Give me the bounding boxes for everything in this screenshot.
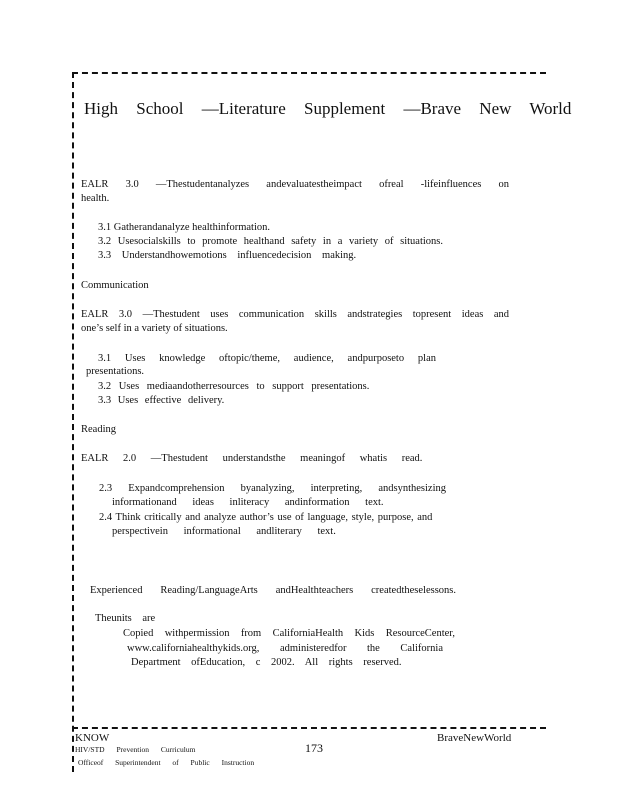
footer-office: Officeof Superintendent of Public Instruction	[78, 758, 255, 767]
ealr-2-line: EALR 2.0 —Thestudent understandsthe meaningof whatis read.	[81, 453, 423, 464]
page-number: 173	[305, 741, 323, 755]
reading-item-2-4-line2: perspectivein informational andliterary text.	[112, 526, 336, 537]
frame-top-border	[72, 72, 546, 74]
health-item-3-3: 3.3 Understandhowemotions influencedecision making.	[98, 250, 357, 261]
reading-item-2-3-line2: informationand ideas inliteracy andinformation text.	[112, 497, 384, 508]
comm-item-3-1-line1: 3.1 Uses knowledge oftopic/theme, audience, andpurposeto plan	[98, 353, 436, 364]
page-title: High School —Literature Supplement —Brave New World	[84, 99, 572, 118]
reading-item-2-4-line1: 2.4 Think critically and analyze author’s use of language, style, purpose, and	[99, 512, 433, 523]
health-item-3-2: 3.2 Usesocialskills to promote healthand safety in a variety of situations.	[98, 236, 444, 247]
footer-brave-new-world: BraveNewWorld	[437, 732, 512, 744]
ealr-3-health-line1: EALR 3.0 —Thestudentanalyzes andevaluatestheimpact ofreal -lifeinfluences on	[81, 179, 509, 190]
credits-copied-line3: Department ofEducation, c 2002. All rights reserved.	[131, 657, 402, 668]
credits-experienced: Experienced Reading/LanguageArts andHealthteachers createdtheselessons.	[90, 585, 456, 596]
comm-item-3-1-line2: presentations.	[86, 366, 145, 377]
credits-units: Theunits are	[95, 613, 156, 624]
reading-item-2-3-line1: 2.3 Expandcomprehension byanalyzing, interpreting, andsynthesizing	[99, 483, 446, 494]
comm-item-3-3: 3.3 Uses effective delivery.	[98, 395, 225, 406]
ealr-3-comm-line2: one’s self in a variety of situations.	[81, 323, 228, 334]
footer-know: KNOW	[75, 732, 110, 744]
footer-divider	[72, 727, 546, 729]
ealr-3-health-line2: health.	[81, 193, 110, 204]
health-item-3-1: 3.1 Gatherandanalyze healthinformation.	[98, 222, 271, 233]
footer-curriculum: HIV/STD Prevention Curriculum	[75, 745, 196, 754]
ealr-3-comm-line1: EALR 3.0 —Thestudent uses communication skills andstrategies topresent ideas and	[81, 309, 509, 320]
frame-left-border	[72, 72, 74, 772]
comm-item-3-2: 3.2 Uses mediaandotherresources to support presentations.	[98, 381, 370, 392]
communication-heading: Communication	[81, 280, 149, 291]
credits-copied-line1: Copied withpermission from CaliforniaHealth Kids ResourceCenter,	[123, 628, 455, 639]
credits-copied-line2: www.californiahealthykids.org, administeredfor the California	[127, 643, 443, 654]
reading-heading: Reading	[81, 424, 116, 435]
